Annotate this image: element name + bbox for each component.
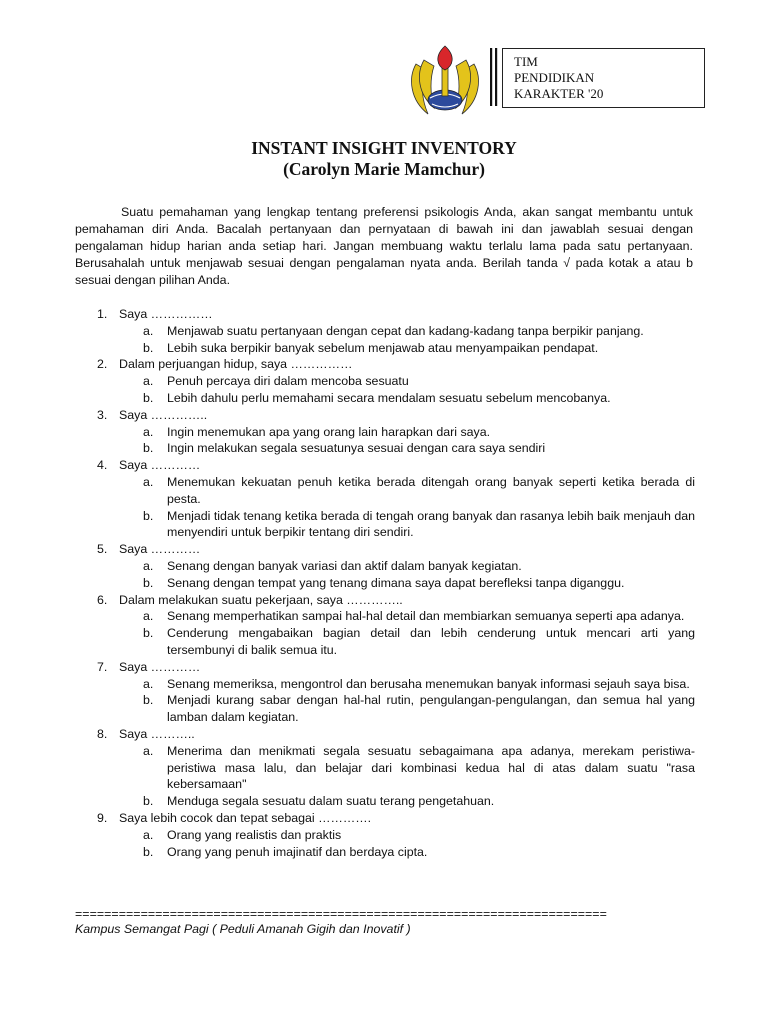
option-text: Ingin menemukan apa yang orang lain harapkan dari saya. <box>167 424 491 439</box>
option-b <box>75 340 695 357</box>
footer-text: Kampus Semangat Pagi ( Peduli Amanah Gigih dan Inovatif ) <box>75 922 411 936</box>
option-b <box>75 692 695 726</box>
option-letter: b. <box>143 575 154 590</box>
option-a <box>75 474 695 508</box>
option-b <box>75 390 695 407</box>
option-letter: b. <box>143 390 154 405</box>
option-a <box>75 323 695 340</box>
option-text: Menjadi kurang sabar dengan hal-hal rutin, pengulangan-pengulangan, dan semua hal yang lamban dalam kegiatan. <box>167 693 695 725</box>
option-b <box>75 575 695 592</box>
question-number: 9. <box>97 810 108 825</box>
option-letter: a. <box>143 743 154 758</box>
team-label-box <box>502 48 705 108</box>
question-text: Saya ………….. <box>119 407 208 422</box>
option-b <box>75 793 695 810</box>
university-logo-icon <box>404 44 499 120</box>
question-number: 2. <box>97 357 108 372</box>
option-text: Senang dengan tempat yang tenang dimana saya dapat berefleksi tanpa diganggu. <box>167 575 625 590</box>
option-a <box>75 558 695 575</box>
option-text: Senang memeriksa, mengontrol dan berusaha menemukan banyak informasi sejauh saya bisa. <box>167 676 690 691</box>
team-label-line: PENDIDIKAN <box>514 70 595 85</box>
option-text: Ingin melakukan segala sesuatunya sesuai dengan cara saya sendiri <box>167 441 546 456</box>
question-number: 8. <box>97 726 108 741</box>
option-a <box>75 608 695 625</box>
question-item <box>75 457 695 474</box>
question-text: Saya ……….. <box>119 726 195 741</box>
option-text: Orang yang penuh imajinatif dan berdaya cipta. <box>167 844 428 859</box>
question-item <box>75 592 695 609</box>
option-text: Menerima dan menikmati segala sesuatu sebagaimana apa adanya, merekam peristiwa-peristiwa masa lalu, dan belajar dari kombinasi kedua hal di atas dalam suatu "rasa kebersamaan" <box>167 743 695 792</box>
option-letter: a. <box>143 474 154 489</box>
intro-paragraph <box>75 204 693 289</box>
option-letter: b. <box>143 441 154 456</box>
question-text: Saya ………… <box>119 542 201 557</box>
question-item <box>75 541 695 558</box>
option-text: Menduga segala sesuatu dalam suatu terang pengetahuan. <box>167 794 495 809</box>
question-text: Saya lebih cocok dan tepat sebagai …………. <box>119 810 372 825</box>
option-letter: a. <box>143 374 154 389</box>
question-item <box>75 659 695 676</box>
question-number: 6. <box>97 592 108 607</box>
option-text: Penuh percaya diri dalam mencoba sesuatu <box>167 374 409 389</box>
option-b <box>75 440 695 457</box>
team-label-line: KARAKTER '20 <box>514 86 604 101</box>
question-number: 3. <box>97 407 108 422</box>
option-letter: b. <box>143 794 154 809</box>
option-text: Cenderung mengabaikan bagian detail dan lebih cenderung untuk mencari arti yang tersembunyi di balik semua itu. <box>167 626 695 657</box>
option-letter: a. <box>143 558 154 573</box>
option-text: Senang memperhatikan sampai hal-hal detail dan membiarkan semuanya seperti apa adanya. <box>167 609 685 624</box>
question-text: Dalam melakukan suatu pekerjaan, saya ………….. <box>119 592 403 607</box>
option-a <box>75 827 695 844</box>
option-text: Lebih suka berpikir banyak sebelum menjawab atau menyampaikan pendapat. <box>167 340 599 355</box>
question-list <box>75 306 695 860</box>
separator-line: ========================================================================= <box>75 907 607 921</box>
question-text: Saya ………… <box>119 659 201 674</box>
question-item <box>75 407 695 424</box>
question-number: 1. <box>97 307 108 321</box>
option-letter: b. <box>143 693 154 708</box>
question-item <box>75 356 695 373</box>
option-letter: b. <box>143 340 154 355</box>
option-letter: a. <box>143 827 154 842</box>
option-text: Senang dengan banyak variasi dan aktif dalam banyak kegiatan. <box>167 558 522 573</box>
option-text: Menjadi tidak tenang ketika berada di tengah orang banyak dan rasanya lebih baik menjauh dan menyendiri untuk berpikir tentang diri sendiri. <box>167 508 695 540</box>
option-letter: a. <box>143 323 154 338</box>
option-text: Orang yang realistis dan praktis <box>167 827 342 842</box>
question-item <box>75 306 695 323</box>
option-text: Menemukan kekuatan penuh ketika berada ditengah orang banyak seperti ketika berada di pesta. <box>167 474 695 506</box>
intro-text: Suatu pemahaman yang lengkap tentang preferensi psikologis Anda, akan sangat membantu untuk pemahaman diri Anda. Bacalah pertanyaan dan pernyataan di bawah ini dan jawablah sesuai dengan pengalaman hidup harian anda setiap hari. Jangan membuang waktu terlalu lama pada satu pertanyaan. Berusahalah untuk menjawab sesuai dengan pengalaman nyata anda. Berilah tanda √ pada kotak a atau b sesuai dengan pilihan Anda. <box>75 205 693 287</box>
option-b <box>75 508 695 542</box>
option-letter: a. <box>143 676 154 691</box>
option-letter: a. <box>143 424 154 439</box>
question-item <box>75 726 695 743</box>
option-letter: b. <box>143 844 154 859</box>
question-number: 7. <box>97 659 108 674</box>
option-b <box>75 625 695 659</box>
question-number: 5. <box>97 542 108 557</box>
question-number: 4. <box>97 458 108 473</box>
question-text: Saya ………… <box>119 458 201 473</box>
option-text: Menjawab suatu pertanyaan dengan cepat dan kadang-kadang tanpa berpikir panjang. <box>167 323 644 338</box>
document-title: INSTANT INSIGHT INVENTORY <box>251 138 517 158</box>
option-a <box>75 743 695 793</box>
question-text: Saya …………… <box>119 307 213 321</box>
option-letter: b. <box>143 508 154 523</box>
question-text: Dalam perjuangan hidup, saya …………… <box>119 357 353 372</box>
option-text: Lebih dahulu perlu memahami secara mendalam sesuatu sebelum mencobanya. <box>167 390 611 405</box>
option-letter: b. <box>143 626 154 641</box>
option-a <box>75 424 695 441</box>
option-a <box>75 373 695 390</box>
option-a <box>75 676 695 693</box>
question-item <box>75 810 695 827</box>
document-subtitle: (Carolyn Marie Mamchur) <box>283 159 485 179</box>
option-letter: a. <box>143 609 154 624</box>
team-label-line: TIM <box>514 54 538 69</box>
option-b <box>75 844 695 861</box>
